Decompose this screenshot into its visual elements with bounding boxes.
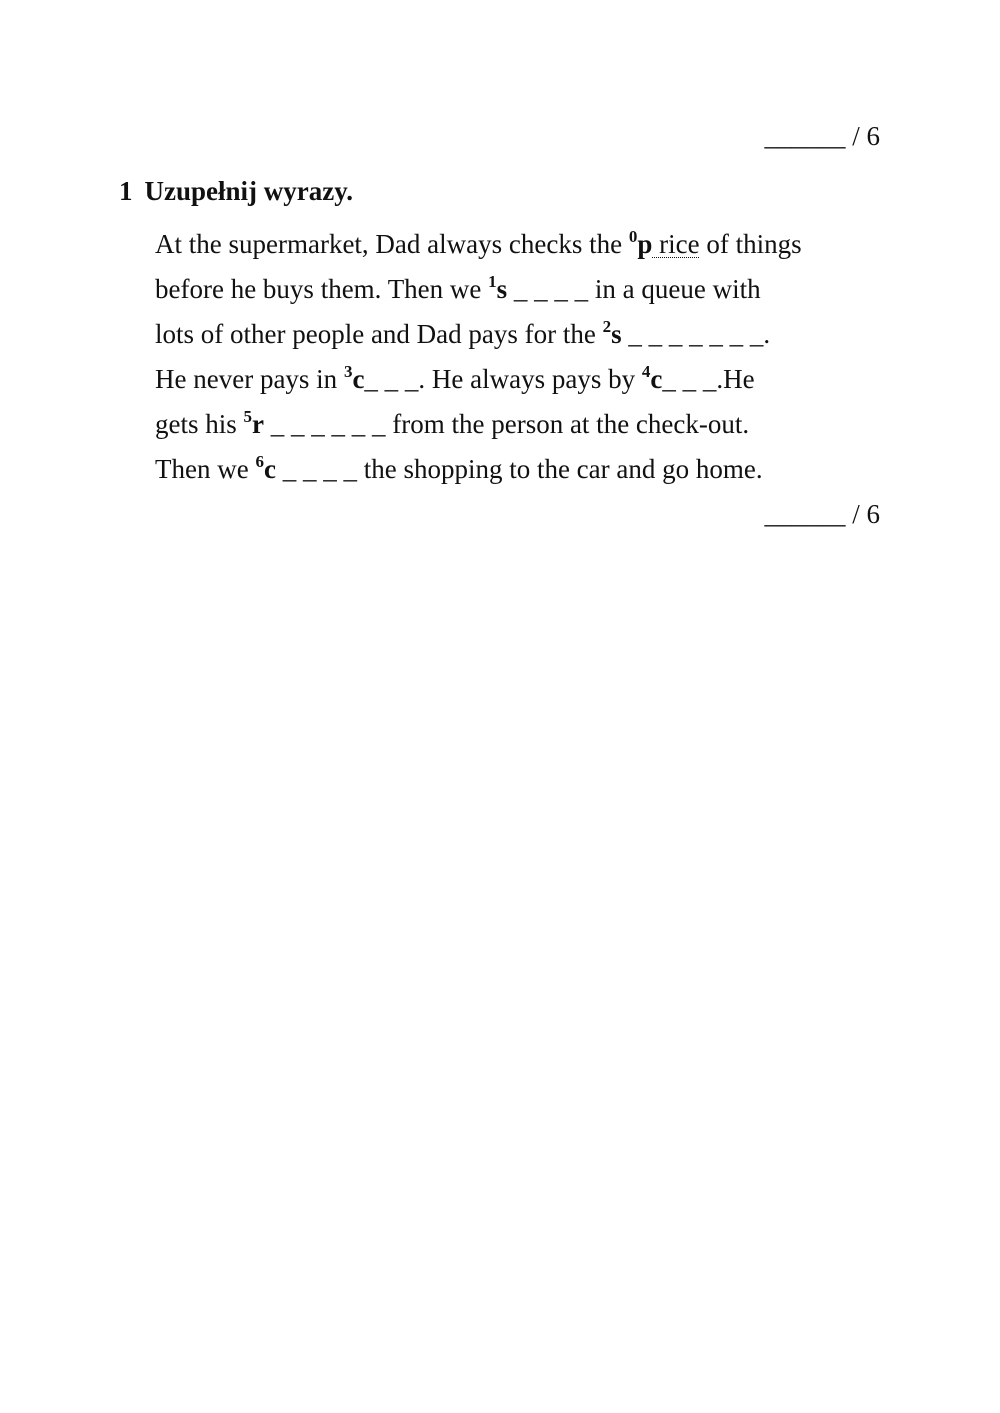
gap-blank-3[interactable]: _ _ _. He always pays by xyxy=(364,364,642,394)
gap-number-2: 2 xyxy=(602,317,612,336)
gap-number-6: 6 xyxy=(255,452,264,471)
gap-letter-1: s xyxy=(496,274,508,304)
line-4-text: He never pays in xyxy=(155,364,344,394)
gap-blank-6[interactable]: _ _ _ _ the shopping to the car and go home. xyxy=(275,454,763,484)
gap-number-0: 0 xyxy=(628,227,638,246)
gap-blank-4[interactable]: _ _ _.He xyxy=(662,364,755,394)
example-answer: rice xyxy=(652,229,700,259)
text-line-5 xyxy=(155,403,895,448)
text-line-3 xyxy=(155,313,895,358)
gap-letter-0: p xyxy=(637,229,653,259)
gap-blank-1[interactable]: _ _ _ _ in a queue with xyxy=(507,274,761,304)
line-2-text: before he buys them. Then we xyxy=(155,274,489,304)
line-1-text: At the supermarket, Dad always checks the xyxy=(155,229,629,259)
text-line-1 xyxy=(155,223,895,268)
exercise-heading xyxy=(119,174,353,208)
line-6-text: Then we xyxy=(155,454,256,484)
score-top: ______ / 6 xyxy=(764,121,880,151)
gap-letter-5: r xyxy=(252,409,264,439)
gap-number-5: 5 xyxy=(243,407,253,426)
line-5-text: gets his xyxy=(155,409,244,439)
gap-blank-5[interactable]: _ _ _ _ _ _ from the person at the check-out. xyxy=(264,409,750,439)
text-line-2 xyxy=(155,268,895,313)
gap-letter-6: c xyxy=(263,454,276,484)
exercise-number: 1 xyxy=(119,176,133,206)
line-3-text: lots of other people and Dad pays for the xyxy=(155,319,603,349)
gap-number-3: 3 xyxy=(343,362,353,381)
gap-number-1: 1 xyxy=(488,272,497,291)
text-line-6 xyxy=(155,448,895,493)
gap-letter-2: s xyxy=(611,319,622,349)
line-1-end: of things xyxy=(699,229,802,259)
text-line-4 xyxy=(155,358,895,403)
exercise-text xyxy=(155,223,895,493)
gap-letter-4: c xyxy=(650,364,663,394)
gap-blank-2[interactable]: _ _ _ _ _ _ _. xyxy=(621,319,771,349)
gap-number-4: 4 xyxy=(641,362,651,381)
exercise-title: Uzupełnij wyrazy. xyxy=(144,176,353,206)
score-bottom: ______ / 6 xyxy=(764,499,880,529)
gap-letter-3: c xyxy=(352,364,365,394)
